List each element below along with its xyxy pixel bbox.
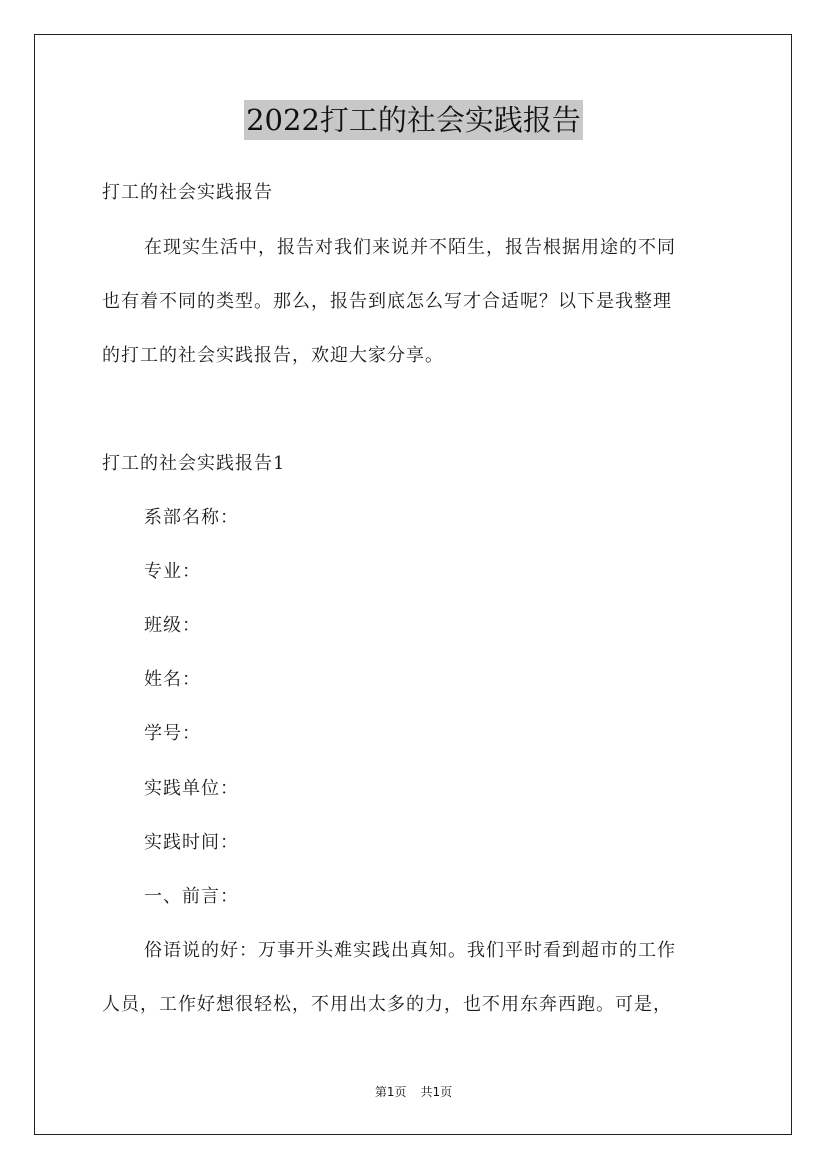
intro-line-3: 的打工的社会实践报告，欢迎大家分享。 (102, 345, 444, 366)
document-title: 2022打工的社会实践报告 (244, 100, 583, 140)
field-major: 专业： (144, 561, 201, 582)
field-class: 班级： (144, 615, 201, 636)
title-container (0, 100, 827, 140)
page-count: 共1页 (420, 1085, 453, 1099)
field-practice-unit: 实践单位： (144, 778, 239, 799)
body-line-2: 人员，工作好想很轻松，不用出太多的力，也不用东奔西跑。可是， (102, 994, 672, 1015)
field-department: 系部名称： (144, 507, 239, 528)
body-line-1: 俗语说的好：万事开头难实践出真知。我们平时看到超市的工作 (144, 940, 676, 961)
section-heading: 打工的社会实践报告1 (102, 453, 286, 474)
field-practice-time: 实践时间： (144, 832, 239, 853)
preface-heading: 一、前言： (144, 886, 239, 907)
document-subtitle: 打工的社会实践报告 (102, 182, 273, 203)
intro-line-2: 也有着不同的类型。那么，报告到底怎么写才合适呢？以下是我整理 (102, 291, 672, 312)
field-student-id: 学号： (144, 723, 201, 744)
field-name: 姓名： (144, 669, 201, 690)
page-footer (0, 1084, 827, 1100)
page-number: 第1页 (374, 1085, 407, 1099)
intro-line-1: 在现实生活中，报告对我们来说并不陌生，报告根据用途的不同 (144, 237, 676, 258)
